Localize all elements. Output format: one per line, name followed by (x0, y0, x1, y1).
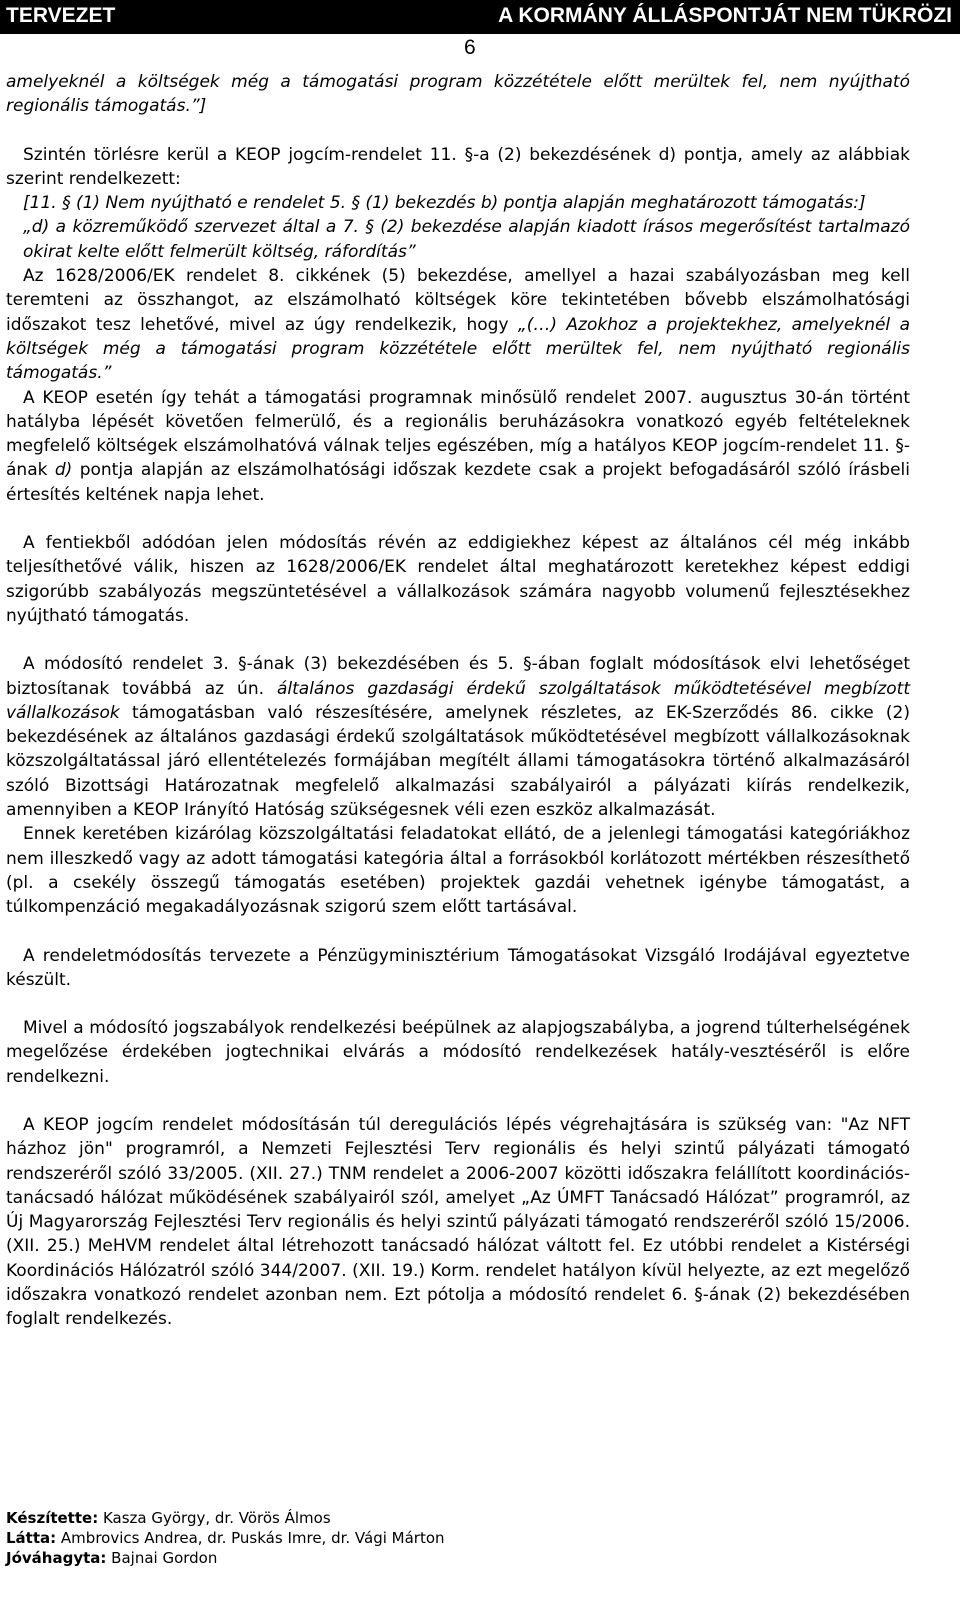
paragraph-keop (6, 386, 910, 507)
paragraph-quoted-provision: [11. § (1) Nem nyújtható e rendelet 5. § (1) bekezdés b) pontja alapján meghatározott támogatás:] (23, 193, 866, 214)
footer-seen-value: Ambrovics Andrea, dr. Puskás Imre, dr. Vági Márton (56, 1529, 445, 1547)
footer-seen (6, 1528, 906, 1548)
footer-prepared (6, 1508, 906, 1528)
paragraph-keop-text-1: A KEOP esetén így tehát a támogatási programnak minősülő rendelet 2007. augusztus 30-án történt hatályba lépését követően felmerülő, és a regionális beruházásokra vonatkozó egyéb feltételeknek megfelelő költségek elszámolhatóvá válnak teljes egészében, míg a hatályos KEOP jogcím-rendelet 11. §-ának (6, 387, 910, 481)
paragraph-deregulation: A KEOP jogcím rendelet módosításán túl deregulációs lépés végrehajtására is szükség van: "Az NFT házhoz jön" programról, a Nemzeti Fejlesztési Terv regionális és helyi szintű pályázati támogató rendszeréről szóló 33/2005. (XII. 27.) TNM rendelet a 2006-2007 közötti időszakra felállított koordinációs-tanácsadó hálózat működésének szabályairól szól, amelyet „Az ÚMFT Tanácsadó Hálózat” programról, az Új Magyarország Fejlesztési Terv regionális és helyi szintű pályázati támogató rendszeréről szóló 15/2006. (XII. 25.) MeHVM rendelet által létrehozott tanácsadó hálózat váltott fel. Ez utóbbi rendelet a Kistérségi Koordinációs Hálózatról szóló 344/2007. (XII. 19.) Korm. rendelet hatályon kívül helyezte, az ezt megelőző időszakra vonatkozó rendelet azonban nem. Ezt pótolja a módosító rendelet 6. §-ának (2) bekezdésében foglalt rendelkezés. (6, 1114, 910, 1330)
paragraph-framework: Ennek keretében kizárólag közszolgáltatási feladatokat ellátó, de a jelenlegi támogatási kategóriákhoz nem illeszkedő vagy az adott támogatási kategória által a forrásokból korlátozott mértékben részesíthető (pl. a csekély összegű támogatás esetében) projektek gazdái vehetnek igénybe támogatást, a túlkompenzáció megakadályozásnak szigorú szem előtt tartásával. (6, 824, 910, 918)
paragraph-services-term: általános gazdasági érdekű szolgáltatások működtetésével megbízott vállalkozások (6, 678, 911, 723)
page-header (0, 0, 960, 34)
paragraph-ministry: A rendeletmódosítás tervezete a Pénzügyminisztérium Támogatásokat Vizsgáló Irodájával egyeztetve készült. (6, 945, 910, 990)
paragraph-quote-end: amelyeknél a költségek még a támogatási program közzététele előtt merültek fel, nem nyújtható regionális támogatás.”] (6, 72, 910, 117)
footer-approved-value: Bajnai Gordon (106, 1549, 218, 1567)
paragraph-repeal: Mivel a módosító jogszabályok rendelkezési beépülnek az alapjogszabályba, a jogrend túlterhelségének megelőzése érdekében jogtechnikai elvárás a módosító rendelkezések hatály-vesztéséről is előre rendelkezni. (6, 1018, 910, 1087)
paragraph-ek-regulation (6, 264, 910, 385)
footer-approved (6, 1548, 906, 1568)
document-body (6, 70, 910, 1332)
paragraph-keop-text-2: pontja alapján az elszámolhatósági időszak kezdete csak a projekt befogadásáról szóló írásbeli értesítés keltének napja lehet. (6, 460, 910, 505)
disclaimer-label: A KORMÁNY ÁLLÁSPONTJÁT NEM TÜKRÖZI (498, 4, 952, 27)
footer-prepared-value: Kasza György, dr. Vörös Álmos (98, 1509, 331, 1527)
paragraph-ek-regulation-text: Az 1628/2006/EK rendelet 8. cikkének (5) bekezdése, amellyel a hazai szabályozásban meg kell teremteni az összhangot, az elszámolható költségek köre tekintetében bővebb elszámolhatósági időszakot tesz lehetővé, mivel az úgy rendelkezik, hogy (6, 266, 910, 335)
paragraph-conclusion: A fentiekből adódóan jelen módosítás révén az eddigiekhez képest az általános cél még inkább teljesíthetővé válik, hiszen az 1628/2006/EK rendelet által meghatározott keretekhez képest eddigi szigorúbb szabályozás megszüntetésével a vállalkozások számára nagyobb volumenű fejlesztésekhez nyújtható támogatás. (6, 533, 910, 626)
paragraph-quoted-point-d: „d) a közreműködő szervezet által a 7. § (2) bekezdése alapján kiadott írásos megerősítést tartalmazó okirat kelte előtt felmerült költség, ráfordítás” (23, 217, 910, 262)
paragraph-services-text-1: A módosító rendelet 3. §-ának (3) bekezdésében és 5. §-ában foglalt módosítások elvi lehetőséget biztosítanak továbbá az ún. (6, 654, 910, 699)
page-footer (6, 1508, 906, 1568)
footer-approved-label: Jóváhagyta: (6, 1549, 107, 1567)
paragraph-deletion: Szintén törlésre kerül a KEOP jogcím-rendelet 11. §-a (2) bekezdésének d) pontja, amely az alábbiak szerint rendelkezett: (6, 144, 910, 189)
footer-prepared-label: Készítette: (6, 1509, 99, 1527)
paragraph-ek-regulation-quote: „(…) Azokhoz a projektekhez, amelyeknél a költségek még a támogatási program közzététele előtt merültek fel, nem nyújtható regionális támogatás.” (6, 314, 910, 384)
paragraph-services (6, 652, 910, 822)
paragraph-services-text-2: támogatásban való részesítésére, amelynek részletes, az EK-Szerződés 86. cikke (2) bekezdésének az általános gazdasági érdekű szolgáltatások működtetésével megbízott vállalkozásoknak közszolgáltatással járó ellentételezés formájában megítélt állami támogatásokra történő alkalmazásáról szóló Bizottsági Határozatnak megfelelő alkalmazási szabályairól a pályázati kiírás rendelkezik, amennyiben a KEOP Irányító Hatóság szükségesnek véli ezen eszköz alkalmazását. (6, 702, 910, 821)
page-number: 6 (464, 36, 476, 59)
paragraph-keop-point: d) (54, 460, 73, 481)
draft-label: TERVEZET (6, 4, 116, 27)
footer-seen-label: Látta: (6, 1529, 57, 1547)
